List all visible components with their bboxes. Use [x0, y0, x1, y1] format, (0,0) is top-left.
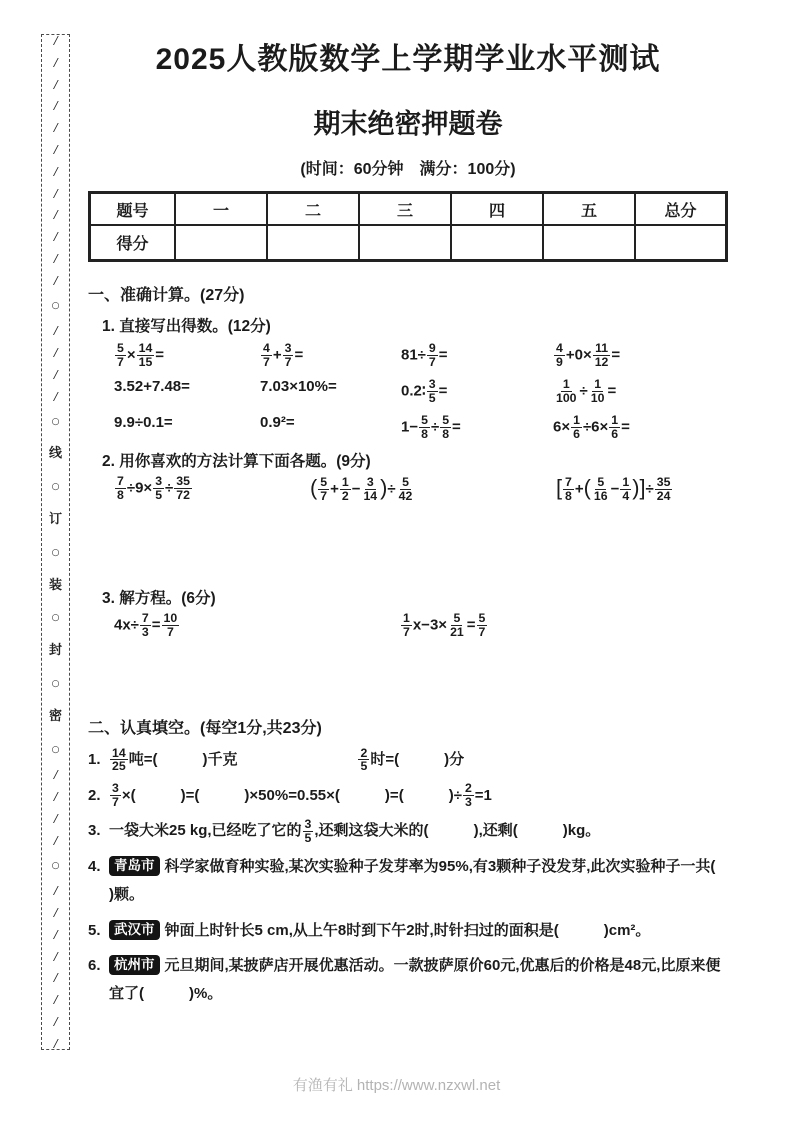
binding-strip-glyph: ○ — [51, 744, 60, 755]
fraction: $\frac{5}{7}$ — [117, 341, 124, 369]
score-input-cell — [359, 225, 451, 260]
math-expression: 0.9²= — [260, 413, 295, 431]
binding-strip-glyph: / — [52, 906, 59, 920]
city-badge: 青岛市 — [109, 856, 160, 876]
score-input-cell — [543, 225, 635, 260]
binding-strip-glyph: / — [52, 230, 59, 244]
fraction: $\frac{3}{5}$ — [155, 474, 163, 503]
fill-item — [88, 817, 728, 845]
binding-strip — [41, 34, 70, 1050]
math-expression: 1− $\frac{5}{8}$ ÷ $\frac{5}{8}$ = — [401, 412, 461, 441]
math-expression: $\frac{5}{7}$ × $\frac{14}{15}$ = — [117, 341, 165, 369]
math-expression: 3.52+7.48= — [114, 377, 190, 395]
city-badge: 武汉市 — [109, 920, 160, 940]
section1-sub2-title: 2. 用你喜欢的方法计算下面各题。(9分) — [102, 453, 371, 471]
score-table-header-cell: 总分 — [635, 193, 726, 225]
city-badge: 杭州市 — [109, 955, 160, 975]
binding-strip-glyph: / — [52, 34, 59, 47]
exam-title: 2025人教版数学上学期学业水平测试 — [155, 43, 661, 76]
solve-equation-grid — [88, 612, 728, 639]
binding-strip-glyph: / — [52, 367, 59, 381]
fraction: $\frac{11}{12}$ — [594, 341, 609, 369]
question-text: 科学家做育种实验,某次实验种子发芽率为95%,有3颗种子没发芽,此次实验种子一共( )颗。 — [109, 858, 716, 903]
binding-strip-glyph: / — [52, 273, 59, 287]
binding-strip-glyph: ○ — [51, 860, 60, 871]
fraction: $\frac{1}{7}$ — [403, 611, 410, 640]
score-table-header-cell: 五 — [543, 193, 635, 225]
score-table-header-cell: 题号 — [90, 193, 175, 225]
fraction: $\frac{1}{6}$ — [573, 412, 580, 441]
binding-strip-glyph: / — [52, 186, 59, 200]
binding-strip-glyph: / — [52, 324, 59, 338]
section2-header: 二、认真填空。(每空1分,共23分) — [88, 719, 322, 737]
binding-strip-glyph: ○ — [51, 300, 60, 311]
fraction: $\frac{5}{42}$ — [398, 475, 413, 504]
score-table-header-cell: 一 — [175, 193, 267, 225]
math-expression: ( $\frac{5}{7}$ + $\frac{1}{2}$ − $\frac{3}{14}$ )÷ $\frac{5}{42}$ — [310, 475, 413, 504]
binding-strip-glyph: / — [52, 121, 59, 135]
binding-strip-glyph: / — [52, 811, 59, 825]
exam-subtitle: 期末绝密押题卷 — [313, 109, 503, 139]
math-expression: $\frac{7}{8}$ ÷9× $\frac{3}{5}$ ÷ $\frac{35}{72}$ — [117, 474, 190, 503]
score-table-header-cell: 二 — [267, 193, 359, 225]
binding-strip-glyph: / — [52, 790, 59, 804]
fraction: $\frac{1}{10}$ — [590, 376, 605, 405]
fraction: $\frac{1}{2}$ — [341, 475, 349, 504]
time-score-info: (时间：60分钟 满分：100分) — [300, 161, 516, 178]
score-input-cell — [175, 225, 267, 260]
binding-strip-glyph: / — [52, 208, 59, 222]
binding-strip-glyph: / — [52, 251, 59, 265]
question-text: $\frac{14}{25}$ 吨=( )千克 $\frac{2}{5}$ 时=( )分 — [112, 745, 465, 774]
fraction: $\frac{7}{8}$ — [565, 475, 572, 504]
binding-strip-glyph: 装 — [48, 577, 62, 593]
fill-item — [88, 952, 728, 1008]
fraction: $\frac{2}{5}$ — [360, 745, 368, 774]
binding-strip-glyph: / — [52, 768, 59, 782]
math-expression: $\frac{4}{7}$ + $\frac{3}{7}$ = — [263, 341, 304, 369]
score-label-cell: 得分 — [90, 225, 175, 260]
fill-item — [88, 917, 728, 945]
score-input-cell — [635, 225, 726, 260]
fill-in-blank-list — [88, 746, 728, 1008]
fraction: $\frac{5}{8}$ — [442, 412, 450, 441]
fraction: $\frac{3}{14}$ — [363, 475, 378, 504]
watermark-footer: 有渔有礼 https://www.nzxwl.net — [292, 1077, 501, 1094]
question-number: 4. — [88, 858, 101, 876]
binding-strip-glyph: / — [52, 142, 59, 156]
question-text: 元旦期间,某披萨店开展优惠活动。一款披萨原价60元,优惠后的价格是48元,比原来便宜了( )%。 — [109, 957, 721, 1003]
fraction: $\frac{35}{72}$ — [176, 474, 190, 503]
question-text: 钟面上时针长5 cm,从上午8时到下午2时,时针扫过的面积是( )cm²。 — [164, 921, 651, 939]
binding-strip-glyph: / — [52, 77, 59, 91]
fraction: $\frac{1}{6}$ — [611, 412, 619, 441]
work-space — [88, 639, 728, 695]
binding-strip-glyph: / — [52, 927, 59, 941]
section1-sub3-title: 3. 解方程。(6分) — [102, 590, 216, 608]
question-number: 2. — [88, 786, 101, 804]
fraction: $\frac{1}{100}$ — [556, 376, 577, 405]
binding-strip-glyph: / — [52, 993, 59, 1007]
binding-strip-glyph: / — [52, 346, 59, 360]
question-text: $\frac{3}{7}$ ×( )=( )×50%=0.55×( )=( )÷ $\frac{2}{3}$ =1 — [112, 781, 492, 810]
binding-strip-glyph: ○ — [51, 482, 60, 493]
score-input-cell — [451, 225, 543, 260]
math-expression: 6× $\frac{1}{6}$ ÷6× $\frac{1}{6}$ = — [553, 412, 630, 441]
fraction: $\frac{14}{15}$ — [138, 341, 153, 369]
fraction: $\frac{4}{9}$ — [556, 341, 563, 369]
binding-strip-glyph: ○ — [51, 613, 60, 624]
binding-strip-glyph: ○ — [51, 416, 60, 427]
fraction: $\frac{5}{7}$ — [478, 611, 486, 640]
section1-header: 一、准确计算。(27分) — [88, 287, 245, 304]
math-expression: $\frac{1}{100}$ ÷ $\frac{1}{10}$ = — [556, 376, 617, 405]
math-expression: 81÷ $\frac{9}{7}$ = — [401, 341, 448, 369]
math-expression: $\frac{4}{9}$ +0× $\frac{11}{12}$ = — [556, 341, 621, 369]
fill-item — [88, 853, 728, 909]
score-table-header-cell: 四 — [451, 193, 543, 225]
fraction: $\frac{3}{7}$ — [112, 781, 119, 810]
binding-strip-glyph: 线 — [48, 446, 62, 462]
fraction: $\frac{5}{21}$ — [450, 611, 464, 640]
binding-strip-glyph: / — [52, 164, 59, 178]
binding-strip-glyph: ○ — [51, 547, 60, 558]
question-number: 1. — [88, 750, 101, 768]
section1-sub1-title: 1. 直接写出得数。(12分) — [102, 318, 271, 335]
binding-strip-glyph: / — [52, 971, 59, 985]
score-input-cell — [267, 225, 359, 260]
fraction: $\frac{7}{3}$ — [141, 611, 149, 640]
fraction: $\frac{1}{4}$ — [622, 475, 630, 504]
binding-strip-glyph: ○ — [51, 678, 60, 689]
fraction: $\frac{3}{7}$ — [284, 341, 292, 369]
work-space — [88, 503, 728, 577]
fraction: $\frac{5}{8}$ — [421, 412, 428, 441]
fill-item — [88, 746, 728, 774]
binding-strip-glyph: / — [52, 884, 59, 898]
math-expression: 9.9÷0.1= — [114, 413, 173, 431]
binding-strip-glyph: 密 — [48, 708, 62, 724]
fill-item — [88, 782, 728, 810]
exam-content — [88, 34, 728, 1008]
binding-strip-glyph: 订 — [48, 511, 62, 527]
question-number: 5. — [88, 921, 101, 939]
fraction: $\frac{4}{7}$ — [263, 341, 270, 369]
direct-calculation-grid — [88, 342, 728, 440]
binding-strip-glyph: / — [52, 55, 59, 69]
fraction: $\frac{35}{24}$ — [656, 475, 671, 504]
fraction: $\frac{5}{16}$ — [593, 475, 608, 504]
binding-strip-glyph: 封 — [48, 643, 62, 659]
binding-strip-glyph: / — [52, 1036, 59, 1050]
question-number: 3. — [88, 822, 101, 840]
binding-strip-glyph: / — [52, 1015, 59, 1029]
math-expression: $\frac{1}{7}$ x−3× $\frac{5}{21}$ = $\frac{5}{7}$ — [403, 611, 486, 640]
fraction: $\frac{3}{5}$ — [304, 817, 312, 845]
binding-strip-glyph: / — [52, 99, 59, 113]
math-expression: 7.03×10%= — [260, 377, 337, 395]
fraction: $\frac{2}{3}$ — [464, 781, 472, 810]
score-table-header-cell: 三 — [359, 193, 451, 225]
question-text: 一袋大米25 kg,已经吃了它的 $\frac{3}{5}$ ,还剩这袋大米的( ),还剩( )kg。 — [109, 817, 601, 845]
fraction: $\frac{5}{7}$ — [320, 475, 328, 504]
fraction: $\frac{14}{25}$ — [112, 745, 126, 774]
fraction: $\frac{10}{7}$ — [163, 611, 178, 640]
binding-strip-glyph: / — [52, 833, 59, 847]
fraction: $\frac{7}{8}$ — [117, 474, 124, 503]
method-calculation-grid — [88, 475, 728, 503]
score-table — [88, 191, 728, 262]
math-expression: [ $\frac{7}{8}$ +( $\frac{5}{16}$ − $\frac{1}{4}$ )]÷ $\frac{35}{24}$ — [556, 475, 671, 504]
math-expression: 0.2∶ $\frac{3}{5}$ = — [401, 376, 448, 405]
fraction: $\frac{9}{7}$ — [428, 341, 436, 369]
question-number: 6. — [88, 957, 101, 975]
math-expression: 4x÷ $\frac{7}{3}$ = $\frac{10}{7}$ — [114, 611, 178, 640]
fraction: $\frac{3}{5}$ — [428, 376, 436, 405]
binding-strip-glyph: / — [52, 949, 59, 963]
binding-strip-glyph: / — [52, 389, 59, 403]
